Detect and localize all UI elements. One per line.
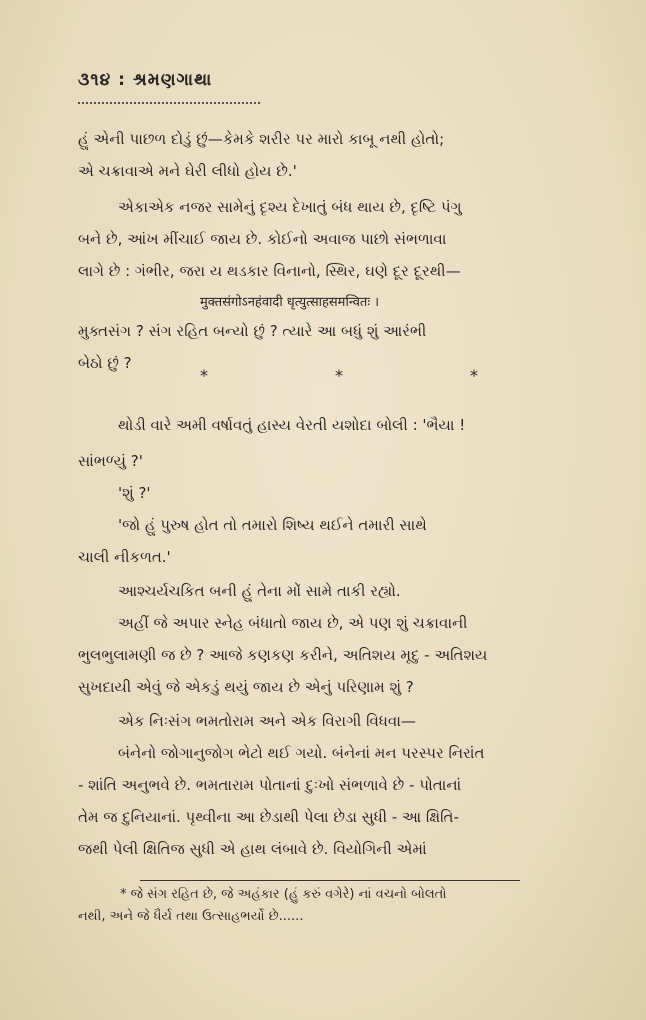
- star-1: *: [200, 366, 208, 385]
- running-header: [78, 70, 212, 90]
- text-line: જથી પેલી ક્ષિતિજ સુધી એ હાથ લંબાવે છે. વિયોગિની એમાં: [78, 840, 427, 858]
- star-2: *: [335, 366, 343, 385]
- text-line: 'જો હું પુરુષ હોત તો તમારો શિષ્ય થઈને તમારી સાથે: [118, 516, 427, 534]
- header-separator: :: [111, 70, 133, 90]
- footnote-divider: [140, 880, 520, 881]
- text-line: લાગે છે : ગંભીર, જરા ય થડકાર વિનાનો, સ્થિર, ઘણે દૂર દૂરથી—: [78, 262, 461, 280]
- text-line: બને છે, આંખ મીંચાઈ જાય છે. કોઈનો અવાજ પાછો સંભળાવા: [78, 230, 447, 248]
- text-line: સાંભળ્યું ?': [78, 452, 143, 470]
- text-line: થોડી વારે અમી વર્ષાવતું હાસ્ય વેરતી યશોદા બોલી : 'ભૈયા !: [118, 416, 466, 434]
- text-line: આશ્ચર્યચકિત બની હું તેના મોં સામે તાકી રહ્યો.: [118, 582, 401, 600]
- text-line: એક નિઃસંગ ભમતોરામ અને એક વિરાગી વિધવા—: [118, 712, 416, 730]
- text-line: ચાલી નીકળત.': [78, 548, 171, 566]
- footnote-line: * જે સંગ રહિત છે, જે અહંકાર (હું કરું વગેરે) નાં વચનો બોલતો: [120, 887, 447, 902]
- text-line: તેમ જ દુનિયાનાં. પૃથ્વીના આ છેડાથી પેલા છેડા સુધી - આ ક્ષિતિ-: [78, 808, 459, 826]
- page-number: ૩૧૪: [78, 70, 112, 90]
- text-line: હું એની પાછળ દોડું છું—કેમકે શરીર પર મારો કાબૂ નથી હોતો;: [78, 130, 445, 148]
- text-line: એ ચક્રાવાએ મને ઘેરી લીધો હોય છે.': [78, 162, 297, 180]
- text-line: મુક્તસંગ ? સંગ રહિત બન્યો છું ? ત્યારે આ બધું શું આરંભી: [78, 322, 427, 340]
- sanskrit-verse: मुक्तसंगोऽनहंवादी धृत्युत्साहसमन्वितः ।: [200, 295, 380, 310]
- text-line: બંનેનો જોગાનુજોગ ભેટો થઈ ગયો. બંનેનાં મન પરસ્પર નિરાંત: [118, 744, 485, 762]
- text-line: 'શું ?': [118, 484, 151, 502]
- text-line: સુખદાયી એવું જે એકડું થયું જાય છે એનું પરિણામ શું ?: [78, 678, 414, 696]
- star-3: *: [470, 366, 478, 385]
- text-line: ભુલભુલામણી જ છે ? આજે કણકણ કરીને, અતિશય મૃદુ - અતિશય: [78, 646, 488, 664]
- text-line: એકાએક નજર સામેનું દૃશ્ય દેખાતું બંધ થાય છે, દૃષ્ટિ પંગુ: [118, 198, 462, 216]
- text-line: - શાંતિ અનુભવે છે. ભમતારામ પોતાનાં દુઃખો સંભળાવે છે - પોતાનાં: [78, 776, 462, 794]
- text-line: બેઠો છું ?: [78, 354, 132, 372]
- text-line: અહીં જે અપાર સ્નેહ બંધાતો જાય છે, એ પણ શું ચક્રાવાની: [118, 614, 468, 632]
- footnote-line: નથી, અને જે ધૈર્ય તથા ઉત્સાહભર્યો છે......: [78, 909, 304, 924]
- book-title: શ્રમણગાથા: [132, 70, 213, 90]
- header-underline: [78, 96, 260, 104]
